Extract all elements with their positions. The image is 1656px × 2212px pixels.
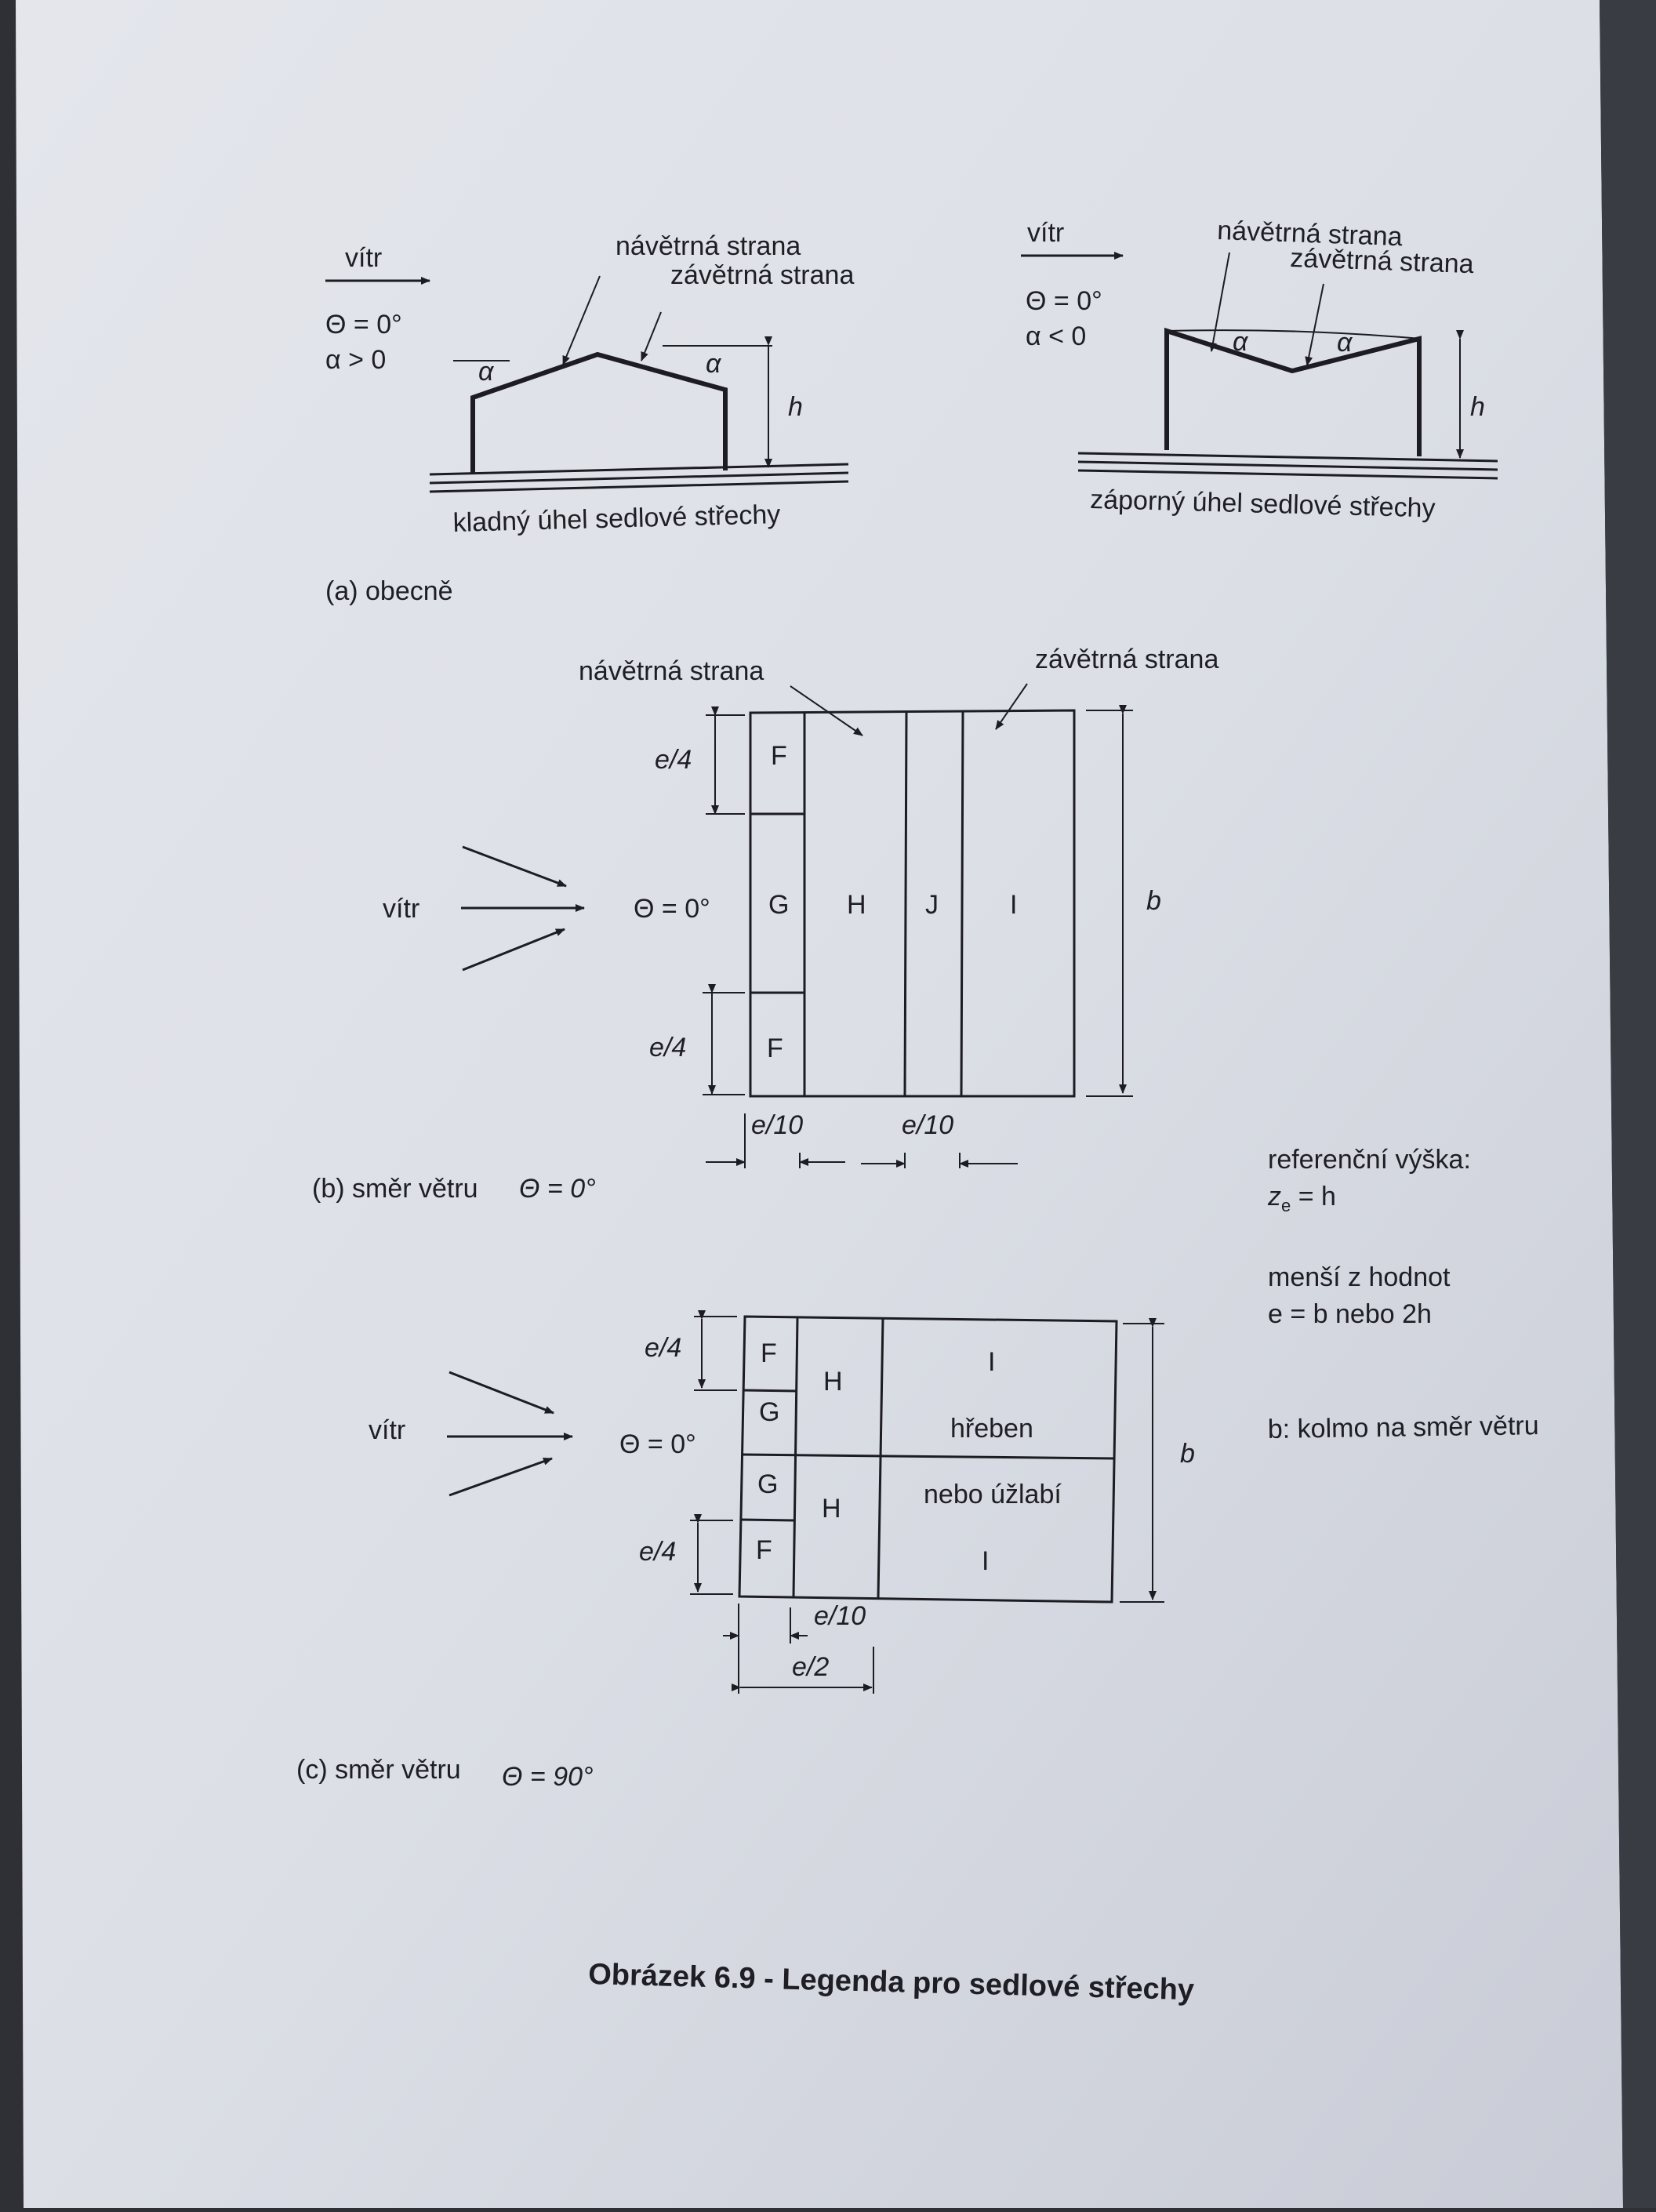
panel-a-label: (a) obecně (325, 576, 453, 606)
reference-height-formula: $z_e = h$ (1268, 1182, 1336, 1215)
zone-divider (744, 1390, 797, 1391)
positive-pitch-caption: kladný úhel sedlové střechy (452, 499, 781, 538)
wind-label: vítr (383, 894, 420, 924)
e10-label-left: e/10 (751, 1110, 804, 1140)
wind-label: vítr (369, 1415, 406, 1445)
zone-I: I (982, 1546, 990, 1576)
b-definition: b: kolmo na směr větru (1267, 1411, 1539, 1444)
wind-label: vítr (345, 243, 383, 273)
panel-c-theta: Θ = 90° (502, 1762, 594, 1792)
e10-label-right: e/10 (902, 1110, 954, 1140)
theta-label: Θ = 0° (619, 1429, 696, 1459)
leeward-label: závětrná strana (1035, 645, 1219, 674)
e4-label-top: e/4 (655, 745, 692, 775)
height-symbol: h (788, 392, 803, 422)
e4-label-bottom: e/4 (639, 1537, 677, 1567)
e10-label: e/10 (814, 1601, 866, 1631)
valley-label: nebo úžlabí (924, 1480, 1062, 1509)
wind-label: vítr (1027, 218, 1065, 248)
leeward-label: závětrná strana (670, 260, 855, 290)
zone-F: F (761, 1338, 777, 1368)
panel-b-theta: Θ = 0° (519, 1174, 596, 1204)
alpha-symbol-left: α (1233, 327, 1248, 357)
zone-G: G (759, 1397, 780, 1427)
e-definition: e = b nebo 2h (1268, 1299, 1432, 1329)
zone-H: H (822, 1494, 841, 1524)
zone-F: F (767, 1033, 783, 1063)
height-symbol: h (1470, 392, 1485, 422)
panel-c-label: (c) směr větru (296, 1755, 461, 1785)
alpha-symbol-right: α (1337, 328, 1353, 358)
alpha-condition: α > 0 (325, 345, 387, 375)
zone-J: J (925, 890, 939, 920)
alpha-symbol-left: α (478, 357, 494, 387)
zone-I: I (988, 1347, 996, 1377)
e2-label: e/2 (792, 1652, 830, 1682)
zone-divider (961, 712, 963, 1096)
zone-I: I (1010, 890, 1018, 920)
alpha-condition: α < 0 (1026, 321, 1087, 351)
zone-H: H (847, 890, 866, 920)
e4-label-top: e/4 (645, 1333, 682, 1363)
b-symbol: b (1180, 1439, 1195, 1469)
b-symbol: b (1146, 886, 1161, 916)
smaller-value-note: menší z hodnot (1268, 1262, 1451, 1292)
theta-label: Θ = 0° (1026, 286, 1102, 316)
figure-caption: Obrázek 6.9 - Legenda pro sedlové střechy (587, 1958, 1195, 2007)
ridge-label: hřeben (950, 1414, 1033, 1444)
theta-label: Θ = 0° (634, 894, 710, 924)
theta-label: Θ = 0° (325, 310, 402, 340)
zone-G: G (757, 1469, 779, 1499)
e4-label-bottom: e/4 (649, 1033, 687, 1062)
leeward-label: závětrná strana (1289, 243, 1475, 280)
zone-F: F (756, 1535, 772, 1565)
negative-pitch-caption: záporný úhel sedlové střechy (1089, 485, 1436, 524)
zone-G: G (768, 890, 790, 920)
zone-F: F (771, 741, 787, 771)
windward-label: návětrná strana (616, 231, 801, 261)
windward-label: návětrná strana (1216, 216, 1404, 252)
alpha-symbol-right: α (706, 349, 721, 379)
panel-b-label: (b) směr větru (312, 1174, 478, 1204)
paper-sheet (16, 0, 1623, 2208)
windward-label: návětrná strana (579, 656, 764, 686)
ridge-line (905, 712, 906, 1096)
reference-height-heading: referenční výška: (1268, 1145, 1471, 1175)
zone-H: H (823, 1367, 843, 1397)
